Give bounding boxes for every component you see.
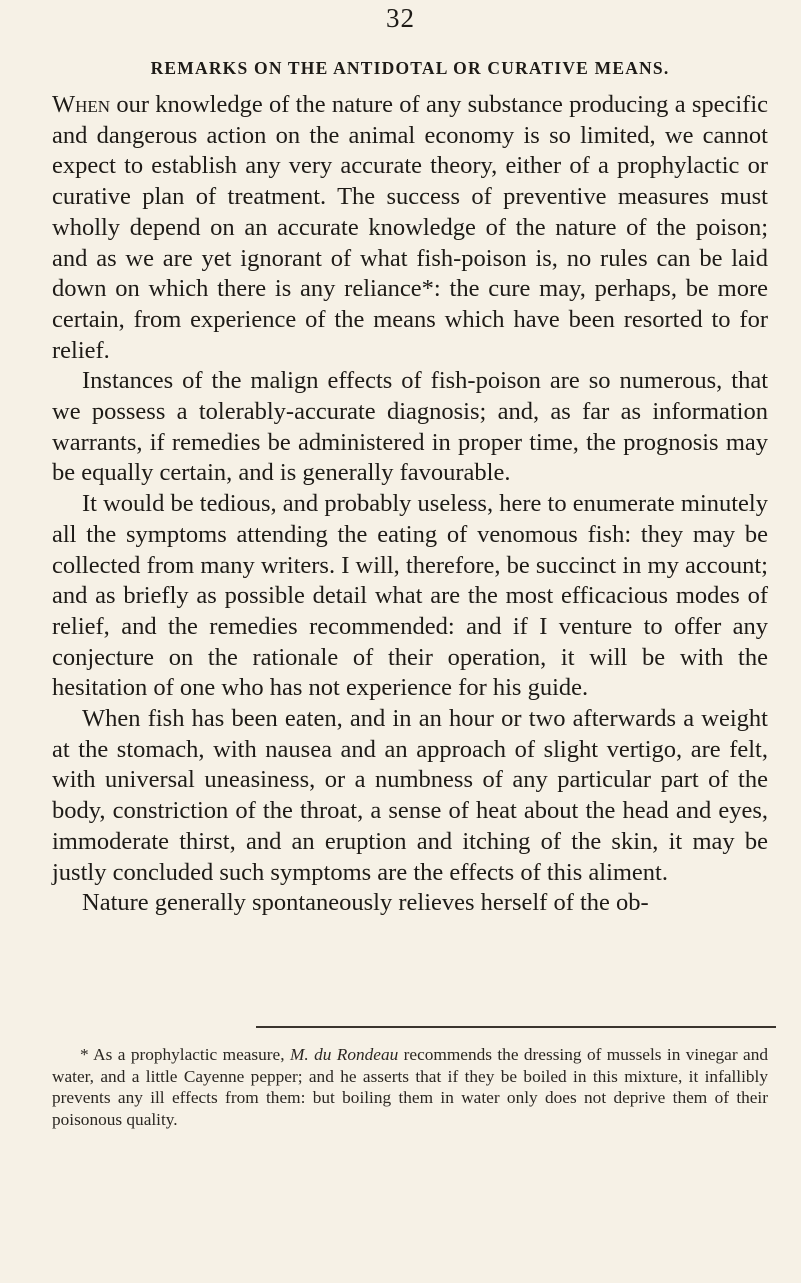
- paragraph-text: our knowledge of the nature of any substance producing a specific and dangerous action on the animal economy is so limited, we cannot expect to establish any very accurate theory, either of a prophylactic or curative plan of treatment. The success of preventive measures must wholly depend on an accurate knowledge of the nature of the poison; and as we are yet ignorant of what fish-poison is, no rules can be laid down on which there is any reliance*: the cure may, perhaps, be more certain, from experience of the means which have been resorted to for relief.: [52, 91, 768, 364]
- footnote-marker: *: [80, 1045, 89, 1064]
- page-number: 32: [386, 3, 415, 33]
- body-text: [52, 90, 768, 919]
- paragraph-4: When fish has been eaten, and in an hour or two afterwards a weight at the stomach, with nausea and an approach of slight vertigo, are felt, with universal uneasiness, or a numbness of any particular part of the body, constriction of the throat, a sense of heat about the head and eyes, immoderate thirst, and an eruption and itching of the skin, it may be justly concluded such symptoms are the effects of this aliment.: [52, 705, 768, 886]
- footnote-author-name: M. du Rondeau: [289, 1045, 399, 1064]
- paragraph-5: Nature generally spontaneously relieves herself of the ob-: [82, 889, 649, 917]
- footnote: [52, 1044, 768, 1130]
- paragraph-lead-word: When: [52, 91, 111, 118]
- footnote-text-before: As a prophylactic measure,: [88, 1045, 290, 1064]
- paragraph-3: It would be tedious, and probably useless, here to enumerate minutely all the symptoms attending the eating of venomous fish: they may be collected from many writers. I will, therefore, be succinct in my account; and as briefly as possible detail what are the most efficacious modes of relief, and the remedies recommended: and if I venture to offer any conjecture on the rationale of their operation, it will be with the hesitation of one who has not experience for his guide.: [52, 490, 768, 702]
- footnote-rule: [256, 1026, 776, 1028]
- footnote-text-after: recommends the dressing of mussels in vinegar and water, and a little Cayenne pepper; and he asserts that if they be boiled in this mixture, it infallibly prevents any ill effects from them: but boiling them in water only does not deprive them of their poisonous quality.: [52, 1045, 768, 1129]
- paragraph-1: [52, 90, 768, 366]
- paragraph-2: Instances of the malign effects of fish-poison are so numerous, that we possess a tolerably-accurate diagnosis; and, as far as information warrants, if remedies be administered in proper time, the prognosis may be equally certain, and is generally favourable.: [52, 367, 768, 487]
- running-head: REMARKS ON THE ANTIDOTAL OR CURATIVE MEANS.: [150, 58, 670, 78]
